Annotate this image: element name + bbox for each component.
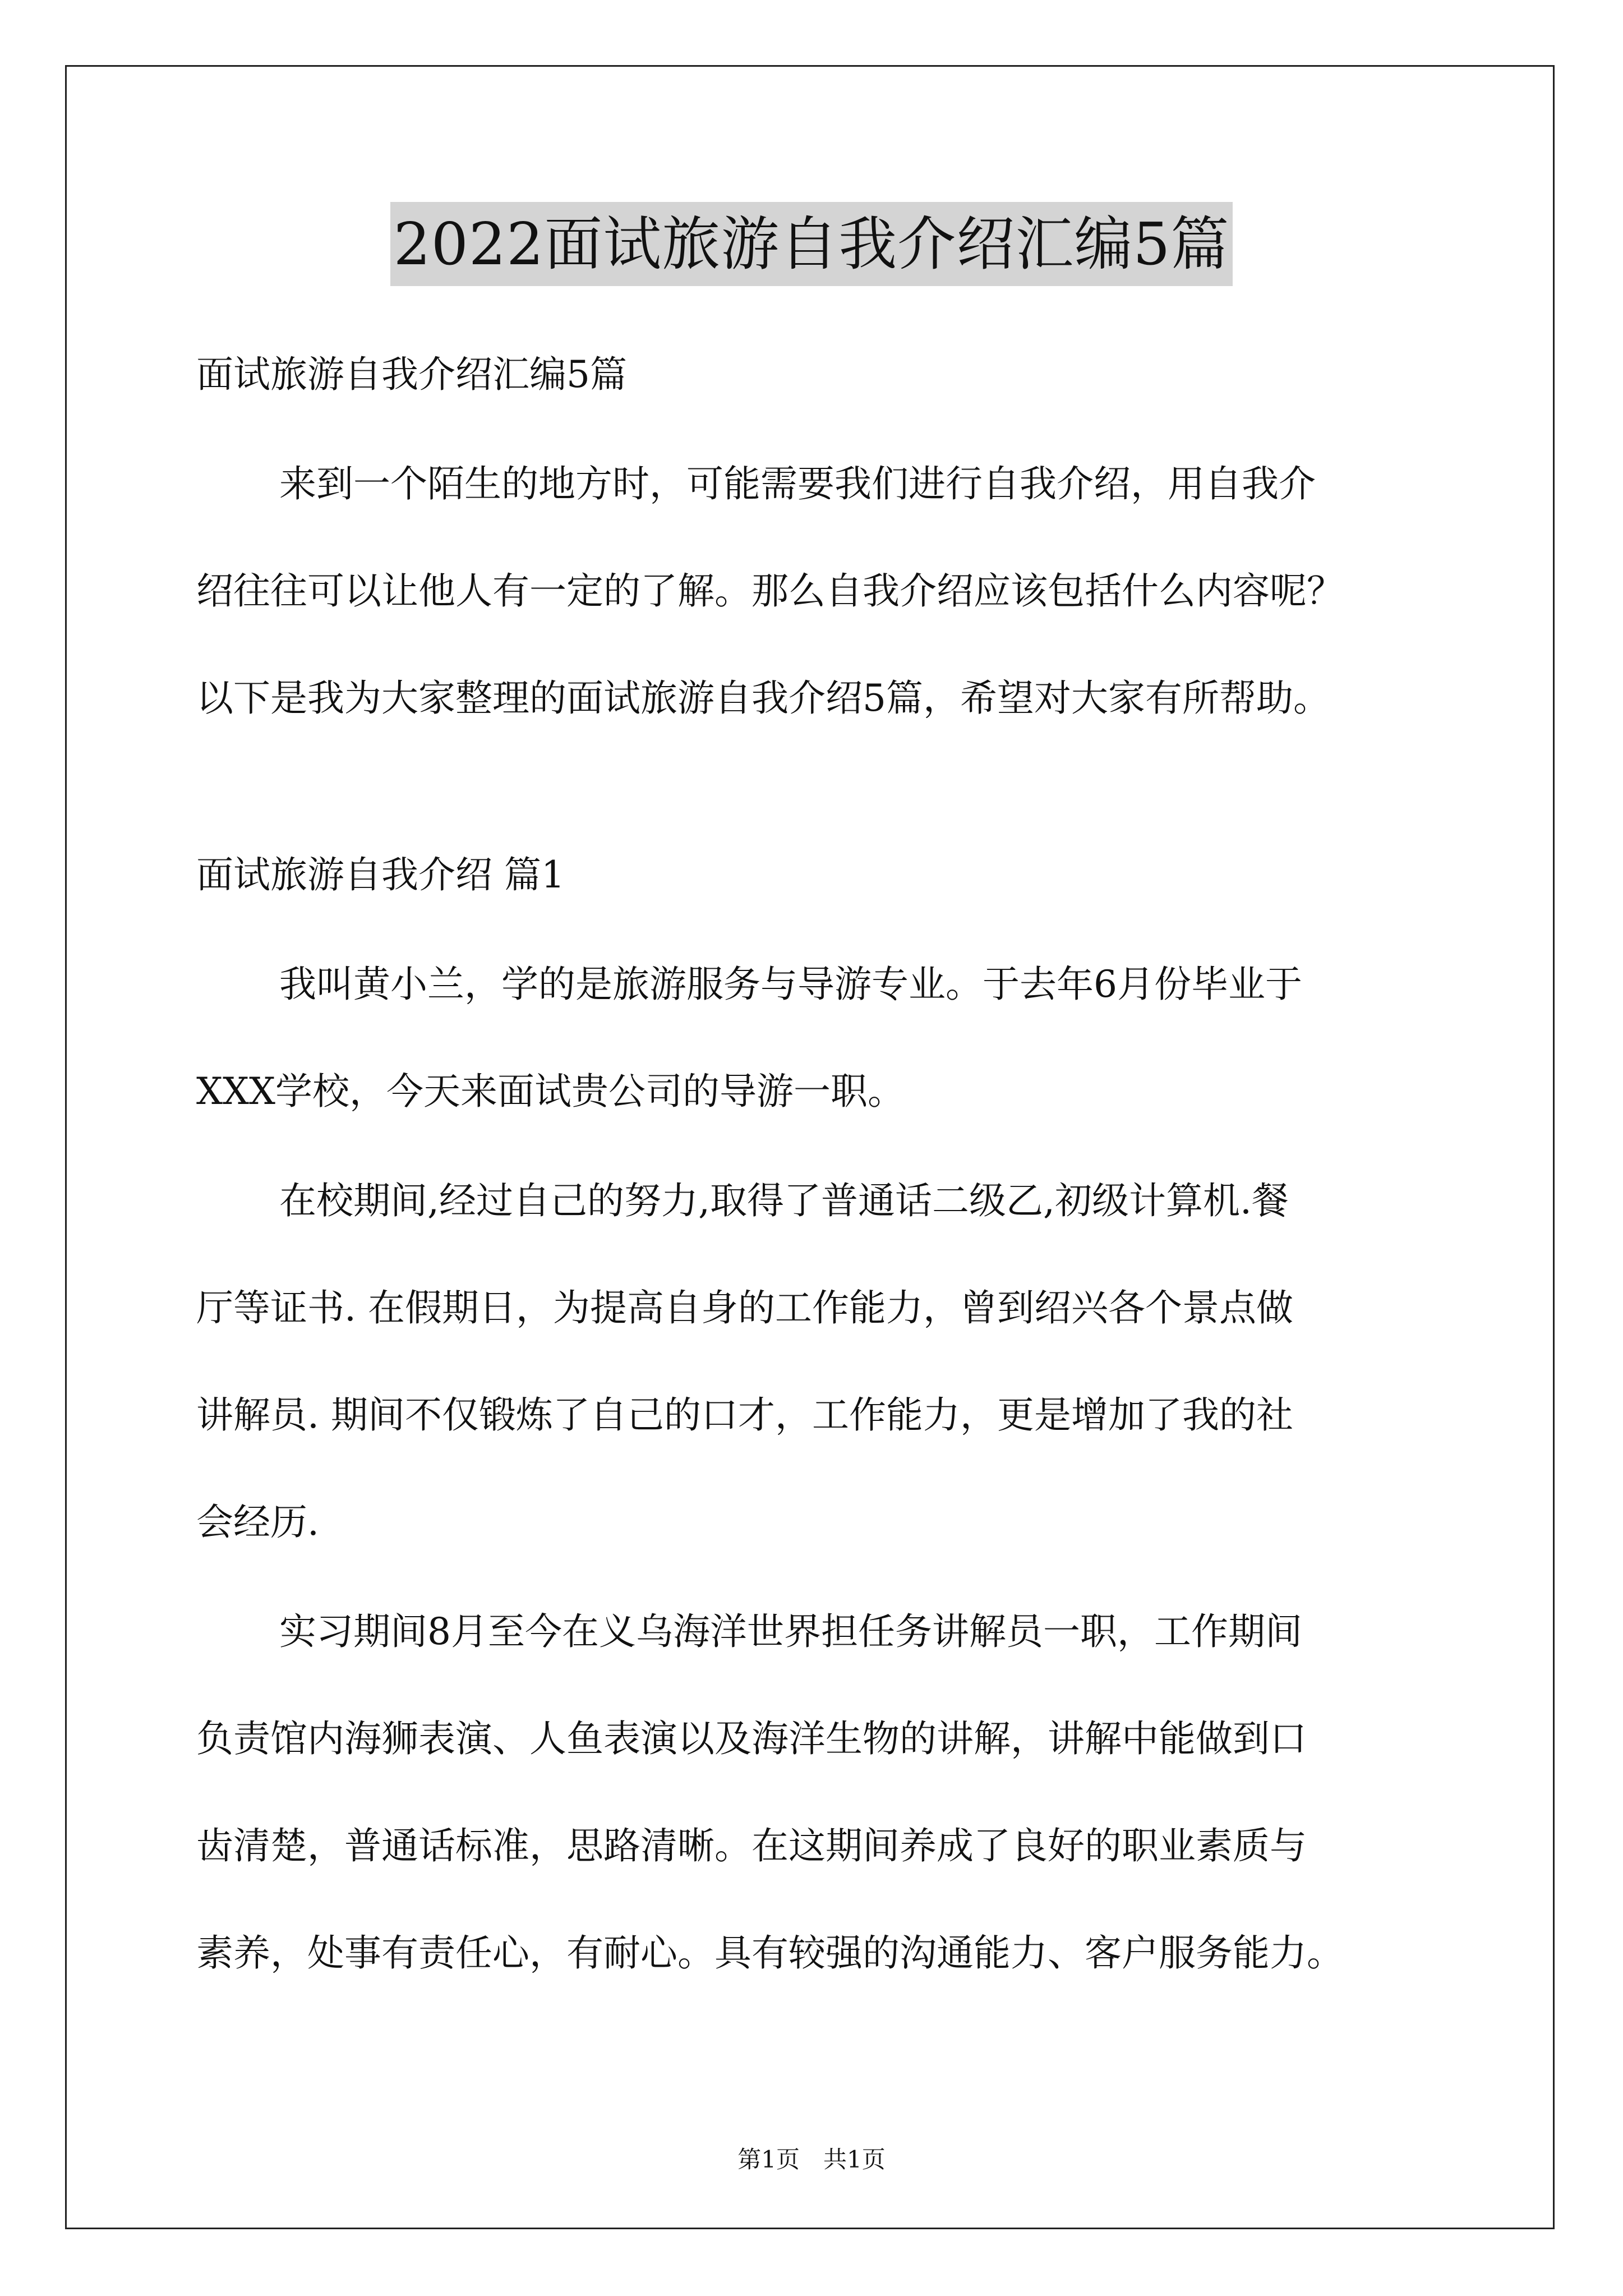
- text-line: 绍往往可以让他人有一定的了解。那么自我介绍应该包括什么内容呢？: [196, 569, 1344, 613]
- document-subtitle: 面试旅游自我介绍汇编5篇: [196, 353, 627, 396]
- text-line: 在校期间,经过自己的努力,取得了普通话二级乙,初级计算机.餐: [279, 1179, 1289, 1222]
- section1-paragraph-1: [196, 958, 1486, 1118]
- text-line: 讲解员. 期间不仅锻炼了自己的口才，工作能力，更是增加了我的社: [196, 1393, 1293, 1437]
- document-body: [196, 348, 1486, 2036]
- text-line: 齿清楚，普通话标准，思路清晰。在这期间养成了良好的职业素质与: [196, 1824, 1307, 1867]
- document-title: 2022面试旅游自我介绍汇编5篇: [390, 202, 1233, 286]
- page-footer: 第1页 共1页: [737, 2146, 886, 2173]
- text-line: 素养，处事有责任心，有耐心。具有较强的沟通能力、客户服务能力。: [196, 1931, 1344, 1975]
- text-line: 负责馆内海狮表演、人鱼表演以及海洋生物的讲解，讲解中能做到口: [196, 1717, 1307, 1760]
- title-container: [0, 202, 1623, 286]
- text-line: 以下是我为大家整理的面试旅游自我介绍5篇，希望对大家有所帮助。: [196, 677, 1330, 720]
- text-line: 来到一个陌生的地方时，可能需要我们进行自我介绍，用自我介: [279, 462, 1316, 505]
- text-line: 实习期间8月至今在义乌海洋世界担任务讲解员一职，工作期间: [279, 1610, 1302, 1653]
- text-line: XXX学校，今天来面试贵公司的导游一职。: [196, 1070, 905, 1113]
- text-line: 厅等证书. 在假期日，为提高自身的工作能力，曾到绍兴各个景点做: [196, 1286, 1293, 1329]
- section1-paragraph-2: [196, 1174, 1486, 1549]
- section1-paragraph-3: [196, 1605, 1486, 1980]
- text-line: 会经历.: [196, 1501, 319, 1544]
- section-heading: 面试旅游自我介绍 篇1: [196, 853, 565, 896]
- text-line: 我叫黄小兰，学的是旅游服务与导游专业。于去年6月份毕业于: [279, 963, 1302, 1006]
- intro-paragraph: [196, 457, 1486, 725]
